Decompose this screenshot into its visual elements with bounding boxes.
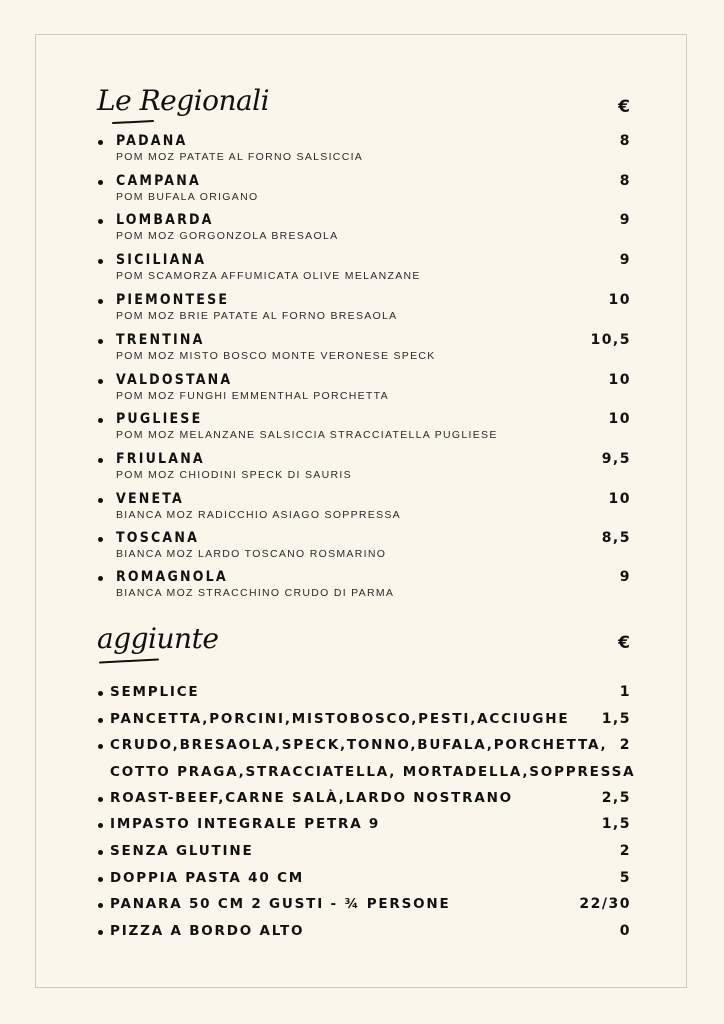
extra-name: PANCETTA,PORCINI,MISTOBOSCO,PESTI,ACCIUGHE — [110, 711, 570, 727]
bullet-icon — [98, 498, 103, 503]
bullet-icon — [98, 339, 103, 344]
pizza-description: POM SCAMORZA AFFUMICATA OLIVE MELANZANE — [116, 270, 421, 282]
extra-price: 5 — [619, 870, 631, 886]
pizza-price: 10 — [608, 411, 631, 427]
pizza-description: POM MOZ CHIODINI SPECK DI SAURIS — [116, 469, 352, 481]
pizza-description: POM MOZ FUNGHI EMMENTHAL PORCHETTA — [116, 390, 389, 402]
extra-name: PIZZA A BORDO ALTO — [110, 923, 305, 939]
extra-price: 1,5 — [601, 711, 631, 727]
extra-name: PANARA 50 CM 2 GUSTI - ¾ PERSONE — [110, 896, 451, 912]
pizza-name: VALDOSTANA — [116, 372, 233, 388]
pizza-price: 10 — [608, 292, 631, 308]
pizza-description: POM MOZ GORGONZOLA BRESAOLA — [116, 230, 339, 242]
bullet-icon — [98, 259, 103, 264]
pizza-price: 9 — [619, 569, 631, 585]
bullet-icon — [98, 219, 103, 224]
pizza-price: 8 — [619, 173, 631, 189]
bullet-icon — [98, 537, 103, 542]
bullet-icon — [98, 691, 103, 696]
regionali-title: Le Regionali — [97, 84, 270, 117]
regionali-currency: € — [618, 97, 630, 117]
pizza-description: POM MOZ MELANZANE SALSICCIA STRACCIATELLA PUGLIESE — [116, 429, 498, 441]
pizza-name: SICILIANA — [116, 252, 207, 268]
bullet-icon — [98, 877, 103, 882]
extra-price: 0 — [619, 923, 631, 939]
extra-price: 1,5 — [601, 816, 631, 832]
pizza-name: PADANA — [116, 133, 188, 149]
extra-price: 1 — [619, 684, 631, 700]
extra-name: SENZA GLUTINE — [110, 843, 254, 859]
bullet-icon — [98, 718, 103, 723]
bullet-icon — [98, 140, 103, 145]
pizza-name: ROMAGNOLA — [116, 569, 228, 585]
bullet-icon — [98, 850, 103, 855]
pizza-name: PIEMONTESE — [116, 292, 230, 308]
extra-name: DOPPIA PASTA 40 CM — [110, 870, 305, 886]
pizza-description: POM MOZ BRIE PATATE AL FORNO BRESAOLA — [116, 310, 398, 322]
pizza-description: BIANCA MOZ STRACCHINO CRUDO DI PARMA — [116, 587, 395, 599]
pizza-price: 10 — [608, 372, 631, 388]
pizza-name: TOSCANA — [116, 530, 200, 546]
pizza-price: 10 — [608, 491, 631, 507]
bullet-icon — [98, 379, 103, 384]
extra-price: 2,5 — [601, 790, 631, 806]
pizza-price: 9 — [619, 252, 631, 268]
pizza-description: BIANCA MOZ LARDO TOSCANO ROSMARINO — [116, 548, 387, 560]
extra-price: 22/30 — [579, 896, 631, 912]
bullet-icon — [98, 418, 103, 423]
pizza-price: 8 — [619, 133, 631, 149]
pizza-name: LOMBARDA — [116, 212, 214, 228]
pizza-name: TRENTINA — [116, 332, 205, 348]
aggiunte-title: aggiunte — [97, 622, 219, 655]
pizza-price: 9 — [619, 212, 631, 228]
extra-price: 2 — [619, 737, 631, 753]
pizza-name: VENETA — [116, 491, 184, 507]
pizza-price: 10,5 — [590, 332, 631, 348]
extra-name: CRUDO,BRESAOLA,SPECK,TONNO,BUFALA,PORCHETTA, — [110, 737, 608, 753]
bullet-icon — [98, 930, 103, 935]
extra-name: SEMPLICE — [110, 684, 200, 700]
pizza-name: FRIULANA — [116, 451, 205, 467]
extra-price: 2 — [619, 843, 631, 859]
pizza-description: POM BUFALA ORIGANO — [116, 191, 259, 203]
bullet-icon — [98, 576, 103, 581]
extra-name: IMPASTO INTEGRALE PETRA 9 — [110, 816, 381, 832]
bullet-icon — [98, 823, 103, 828]
pizza-description: POM MOZ MISTO BOSCO MONTE VERONESE SPECK — [116, 350, 436, 362]
bullet-icon — [98, 797, 103, 802]
bullet-icon — [98, 299, 103, 304]
pizza-description: BIANCA MOZ RADICCHIO ASIAGO SOPPRESSA — [116, 509, 401, 521]
bullet-icon — [98, 903, 103, 908]
pizza-name: CAMPANA — [116, 173, 201, 189]
bullet-icon — [98, 458, 103, 463]
pizza-description: POM MOZ PATATE AL FORNO SALSICCIA — [116, 151, 364, 163]
pizza-price: 8,5 — [601, 530, 631, 546]
pizza-price: 9,5 — [601, 451, 631, 467]
bullet-icon — [98, 744, 103, 749]
aggiunte-currency: € — [618, 633, 630, 653]
bullet-icon — [98, 180, 103, 185]
extra-name-continued: COTTO PRAGA,STRACCIATELLA, MORTADELLA,SOPPRESSA — [110, 764, 636, 780]
extra-name: ROAST-BEEF,CARNE SALÀ,LARDO NOSTRANO — [110, 790, 513, 806]
pizza-name: PUGLIESE — [116, 411, 203, 427]
